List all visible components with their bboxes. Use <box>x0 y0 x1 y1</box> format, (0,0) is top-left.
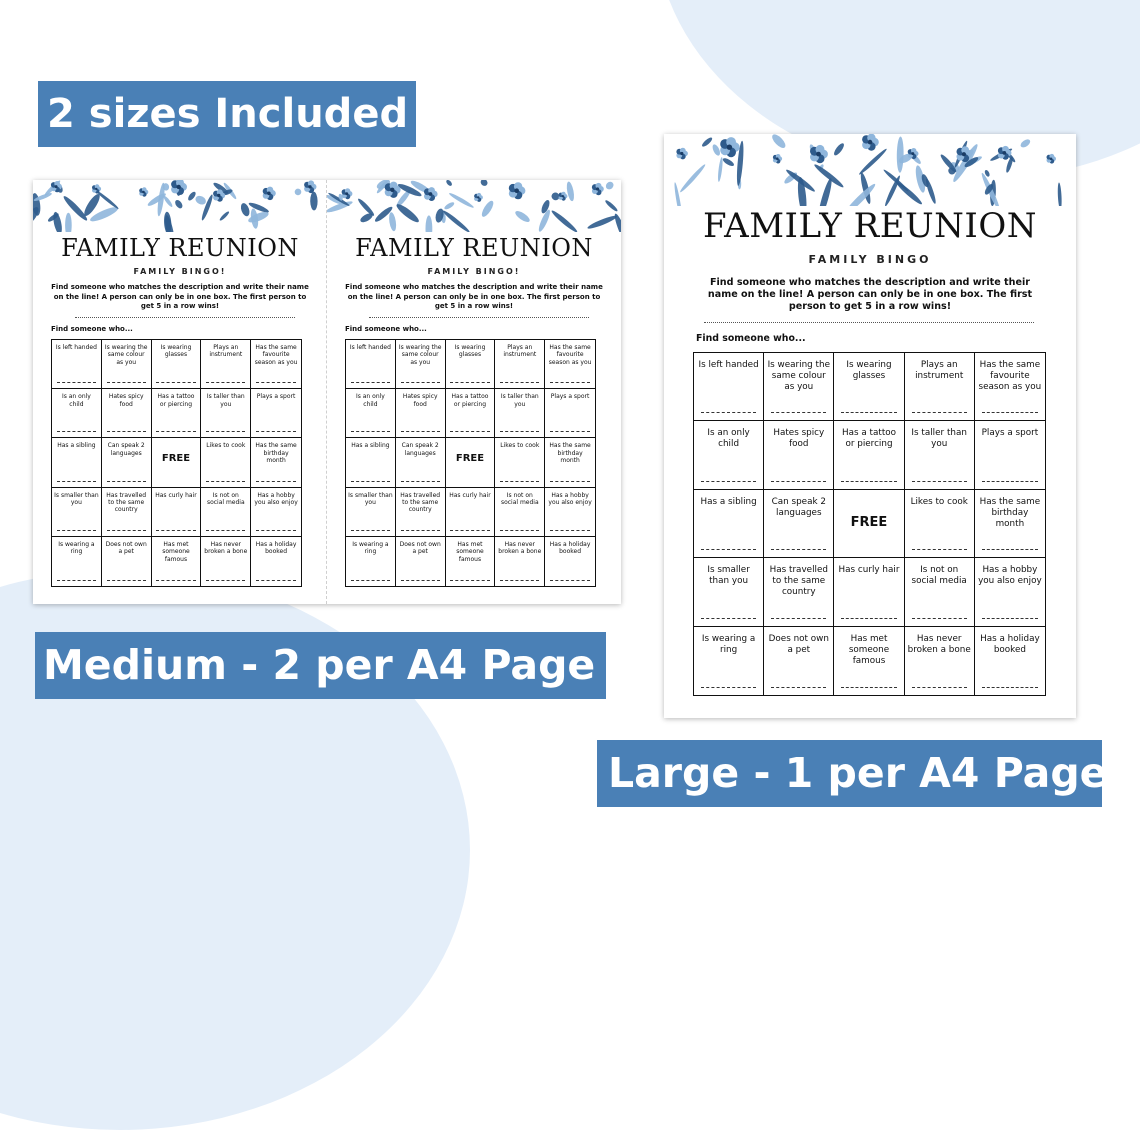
bingo-cell <box>495 340 545 389</box>
bingo-cell <box>251 488 301 537</box>
name-line <box>982 549 1038 550</box>
name-line <box>256 580 296 581</box>
name-line <box>351 481 390 482</box>
bingo-cell <box>52 340 102 389</box>
name-line <box>57 481 96 482</box>
bingo-cell-text: Is an only child <box>355 393 385 408</box>
card-subtitle: FAMILY BINGO! <box>427 267 521 276</box>
name-line <box>401 431 440 432</box>
bingo-cell-text: Is smaller than you <box>348 491 393 506</box>
bingo-cell <box>52 389 102 438</box>
bingo-cell <box>102 389 152 438</box>
bingo-cell <box>152 537 202 586</box>
bingo-cell-text: Is not on social media <box>500 491 539 506</box>
bingo-cell <box>975 558 1045 626</box>
name-line <box>771 618 826 619</box>
bingo-cell <box>346 389 396 438</box>
card-subtitle: FAMILY BINGO! <box>133 267 227 276</box>
bingo-cell <box>545 340 595 389</box>
bingo-cell-text: Has a holiday booked <box>980 633 1040 655</box>
name-line <box>841 687 896 688</box>
name-line <box>550 431 590 432</box>
name-line <box>982 618 1038 619</box>
name-line <box>450 530 489 531</box>
bingo-cell-text: Has a hobby you also enjoy <box>254 491 298 506</box>
name-line <box>156 580 195 581</box>
bingo-cell-text: Is wearing the same colour as you <box>767 360 830 392</box>
name-line <box>256 382 296 383</box>
bingo-cell-text: Has travelled to the same country <box>106 491 147 514</box>
card-title: FAMILY REUNION <box>703 206 1037 246</box>
bingo-cell-text: Is left handed <box>55 344 97 351</box>
floral-header-icon <box>33 180 327 232</box>
bingo-cell-text: Is taller than you <box>500 393 539 408</box>
bingo-cell <box>446 340 496 389</box>
bingo-cell-text: Is wearing a ring <box>58 540 95 556</box>
bingo-cell <box>446 438 496 487</box>
bingo-cell <box>905 353 975 421</box>
bingo-card-large <box>664 134 1076 718</box>
bingo-cell-text: Hates spicy food <box>108 393 144 408</box>
name-line <box>401 481 440 482</box>
bingo-cell <box>446 488 496 537</box>
bingo-cell-text: Is taller than you <box>911 428 967 450</box>
bingo-cell-text: Likes to cook <box>206 442 246 450</box>
card-instructions: Find someone who matches the description and write their name on the line! A person can only be in one box. The first person to get 5 in a row wins! <box>707 277 1033 313</box>
name-line <box>57 382 96 383</box>
name-line <box>351 580 390 581</box>
name-line <box>701 481 756 482</box>
name-line <box>107 580 146 581</box>
bingo-cell <box>446 537 496 586</box>
name-line <box>550 580 590 581</box>
bingo-cell <box>495 438 545 487</box>
sizes-banner: 2 sizes Included <box>38 81 416 147</box>
medium-sheet-preview <box>33 180 621 604</box>
bingo-cell-text: Has curly hair <box>449 491 491 499</box>
bingo-cell <box>251 389 301 438</box>
name-line <box>107 481 146 482</box>
bingo-cell <box>251 340 301 389</box>
name-line <box>450 580 489 581</box>
name-line <box>841 481 896 482</box>
bingo-cell-text: Does not own a pet <box>399 540 441 556</box>
medium-size-banner: Medium - 2 per A4 Page <box>35 632 606 699</box>
name-line <box>57 580 96 581</box>
bingo-cell <box>545 438 595 487</box>
bingo-cell <box>152 340 202 389</box>
bingo-cell-text: Has a holiday booked <box>549 540 591 556</box>
large-sheet-preview <box>664 134 1076 718</box>
bingo-grid <box>345 339 596 587</box>
bingo-cell-text: Has the same favourite season as you <box>548 344 592 366</box>
bingo-cell-text: Has curly hair <box>155 491 197 499</box>
bingo-cell <box>201 438 251 487</box>
bingo-cell <box>694 558 764 626</box>
bingo-cell-text: Has travelled to the same country <box>769 565 828 598</box>
bingo-cell-text: Plays an instrument <box>209 344 243 359</box>
bingo-cell-text: Is an only child <box>707 428 750 450</box>
bingo-cell <box>975 421 1045 489</box>
bingo-cell-text: Is not on social media <box>206 491 245 506</box>
name-line <box>206 481 245 482</box>
bingo-cell <box>102 438 152 487</box>
cut-line <box>326 180 328 604</box>
bingo-cell <box>975 490 1045 558</box>
bingo-cell <box>694 627 764 695</box>
bingo-cell-text: Has a tattoo or piercing <box>841 428 897 450</box>
bingo-cell <box>694 421 764 489</box>
bingo-cell-text: Likes to cook <box>910 496 968 507</box>
name-line <box>771 687 826 688</box>
bingo-cell-text: Has travelled to the same country <box>400 491 441 514</box>
bingo-cell <box>694 353 764 421</box>
bingo-cell-text: Has a sibling <box>700 496 757 507</box>
bingo-cell-text: Does not own a pet <box>105 540 147 556</box>
bingo-cell <box>764 490 834 558</box>
bingo-cell <box>152 389 202 438</box>
name-line <box>912 481 967 482</box>
bingo-cell <box>764 353 834 421</box>
bingo-cell-text: Has the same favourite season as you <box>978 360 1042 392</box>
bingo-cell-text: Has the same birthday month <box>979 496 1041 529</box>
bingo-cell <box>905 421 975 489</box>
bingo-cell-text: Plays a sport <box>981 428 1039 439</box>
name-line <box>912 618 967 619</box>
name-line <box>401 530 440 531</box>
name-line <box>351 382 390 383</box>
bingo-cell <box>834 490 904 558</box>
name-line <box>450 382 489 383</box>
name-line <box>500 481 539 482</box>
bingo-grid <box>51 339 302 587</box>
name-line <box>701 687 756 688</box>
name-line <box>912 549 967 550</box>
name-line <box>912 687 967 688</box>
bingo-cell-text: Has the same favourite season as you <box>254 344 298 366</box>
bingo-cell-text: Has a tattoo or piercing <box>157 393 195 408</box>
bingo-cell-text: Is taller than you <box>206 393 245 408</box>
bingo-cell <box>152 488 202 537</box>
bingo-cell <box>52 488 102 537</box>
bingo-cell <box>52 438 102 487</box>
name-line <box>841 412 896 413</box>
find-label: Find someone who... <box>696 333 806 344</box>
bingo-cell-text: Likes to cook <box>500 442 540 450</box>
card-title: FAMILY REUNION <box>61 234 299 262</box>
bingo-cell-text: FREE <box>455 453 485 465</box>
name-line <box>982 412 1038 413</box>
name-line <box>550 382 590 383</box>
name-line <box>701 549 756 550</box>
bingo-cell <box>201 537 251 586</box>
bingo-cell-text: Has met someone famous <box>848 633 890 666</box>
bingo-cell-text: Is smaller than you <box>54 491 99 506</box>
bingo-cell-text: Is wearing a ring <box>352 540 389 556</box>
dotted-divider <box>704 322 1034 323</box>
bingo-cell-text: Is left handed <box>698 360 759 370</box>
bingo-cell <box>251 537 301 586</box>
name-line <box>156 382 195 383</box>
bingo-cell <box>346 488 396 537</box>
dotted-divider <box>369 317 589 318</box>
bingo-cell-text: Can speak 2 languages <box>401 442 439 457</box>
bingo-cell-text: Is wearing glasses <box>846 360 892 381</box>
bingo-cell <box>396 340 446 389</box>
bingo-cell <box>545 537 595 586</box>
bingo-cell-text: Plays an instrument <box>915 360 964 381</box>
name-line <box>771 481 826 482</box>
bingo-cell <box>834 421 904 489</box>
name-line <box>351 530 390 531</box>
bingo-cell-text: Is smaller than you <box>707 565 750 587</box>
card-instructions: Find someone who matches the description and write their name on the line! A person can only be in one box. The first person to get 5 in a row wins! <box>345 283 603 310</box>
bingo-cell <box>905 627 975 695</box>
bingo-cell <box>396 438 446 487</box>
card-instructions: Find someone who matches the description and write their name on the line! A person can only be in one box. The first person to get 5 in a row wins! <box>51 283 309 310</box>
name-line <box>107 431 146 432</box>
bingo-cell-text: Plays an instrument <box>503 344 537 359</box>
bingo-cell-text: Has curly hair <box>838 565 900 576</box>
bingo-cell <box>694 490 764 558</box>
name-line <box>256 530 296 531</box>
bingo-cell-text: Has never broken a bone <box>498 540 542 556</box>
name-line <box>256 481 296 482</box>
bingo-cell <box>346 537 396 586</box>
name-line <box>500 431 539 432</box>
name-line <box>206 382 245 383</box>
bingo-cell <box>495 537 545 586</box>
name-line <box>701 618 756 619</box>
bingo-cell <box>346 340 396 389</box>
card-title: FAMILY REUNION <box>355 234 593 262</box>
name-line <box>206 431 245 432</box>
bingo-cell-text: Can speak 2 languages <box>107 442 145 457</box>
bingo-cell-text: Is not on social media <box>911 565 967 587</box>
name-line <box>107 382 146 383</box>
name-line <box>982 481 1038 482</box>
bingo-cell <box>201 389 251 438</box>
bingo-cell <box>201 488 251 537</box>
name-line <box>841 618 896 619</box>
bingo-cell <box>834 558 904 626</box>
name-line <box>206 580 245 581</box>
bingo-cell <box>396 488 446 537</box>
card-subtitle: FAMILY BINGO <box>808 253 932 266</box>
bingo-card-medium-left <box>33 180 327 604</box>
bingo-cell <box>975 627 1045 695</box>
bingo-cell <box>834 353 904 421</box>
dotted-divider <box>75 317 295 318</box>
bingo-cell <box>52 537 102 586</box>
name-line <box>550 481 590 482</box>
name-line <box>351 431 390 432</box>
bingo-cell <box>152 438 202 487</box>
bingo-cell-text: Has met someone famous <box>162 540 190 563</box>
bingo-cell <box>446 389 496 438</box>
bingo-cell-text: Hates spicy food <box>402 393 438 408</box>
bingo-cell-text: Hates spicy food <box>773 428 825 450</box>
bingo-cell <box>764 421 834 489</box>
bingo-cell <box>905 558 975 626</box>
bingo-cell <box>102 537 152 586</box>
bingo-cell-text: Is wearing the same colour as you <box>104 344 148 366</box>
bingo-cell <box>905 490 975 558</box>
name-line <box>500 580 539 581</box>
bingo-cell-text: Has a hobby you also enjoy <box>548 491 592 506</box>
name-line <box>912 412 967 413</box>
bingo-cell-text: Is wearing glasses <box>454 344 486 359</box>
bingo-cell-text: Does not own a pet <box>768 633 829 655</box>
bingo-cell-text: Has a sibling <box>351 442 390 450</box>
bingo-cell <box>102 488 152 537</box>
bingo-cell-text: Is left handed <box>349 344 391 351</box>
bingo-cell <box>495 488 545 537</box>
bingo-card-medium-right <box>327 180 621 604</box>
bingo-cell-text: Plays a sport <box>256 393 296 401</box>
bingo-cell-text: Has never broken a bone <box>907 633 971 655</box>
bingo-cell <box>396 389 446 438</box>
name-line <box>206 530 245 531</box>
name-line <box>771 412 826 413</box>
bingo-cell-text: Is wearing glasses <box>160 344 192 359</box>
bingo-cell <box>102 340 152 389</box>
name-line <box>450 431 489 432</box>
bingo-cell <box>764 558 834 626</box>
bingo-cell-text: FREE <box>161 453 191 465</box>
bingo-cell-text: Has never broken a bone <box>204 540 248 556</box>
name-line <box>401 382 440 383</box>
bingo-cell <box>396 537 446 586</box>
bingo-cell <box>495 389 545 438</box>
floral-header-icon <box>327 180 621 232</box>
name-line <box>982 687 1038 688</box>
bingo-cell-text: Has a sibling <box>57 442 96 450</box>
bingo-cell <box>834 627 904 695</box>
bingo-cell-text: FREE <box>850 514 888 530</box>
bingo-cell-text: Has a tattoo or piercing <box>451 393 489 408</box>
find-label: Find someone who... <box>51 325 133 333</box>
name-line <box>156 431 195 432</box>
bingo-cell <box>201 340 251 389</box>
bingo-cell <box>764 627 834 695</box>
bingo-cell-text: Is wearing a ring <box>701 633 756 655</box>
bingo-cell-text: Has met someone famous <box>456 540 484 563</box>
bingo-cell-text: Has a hobby you also enjoy <box>978 565 1042 587</box>
name-line <box>701 412 756 413</box>
name-line <box>771 549 826 550</box>
name-line <box>256 431 296 432</box>
floral-header-icon <box>664 134 1076 206</box>
bingo-cell-text: Has the same birthday month <box>255 442 297 465</box>
bingo-cell-text: Has the same birthday month <box>549 442 591 465</box>
name-line <box>156 530 195 531</box>
bingo-cell <box>545 488 595 537</box>
bingo-cell-text: Can speak 2 languages <box>771 496 826 518</box>
name-line <box>500 530 539 531</box>
name-line <box>550 530 590 531</box>
bingo-cell <box>975 353 1045 421</box>
bingo-cell <box>346 438 396 487</box>
bingo-grid <box>693 352 1046 696</box>
name-line <box>57 431 96 432</box>
large-size-banner: Large - 1 per A4 Page <box>597 740 1102 807</box>
bingo-cell <box>251 438 301 487</box>
bingo-cell-text: Has a holiday booked <box>255 540 297 556</box>
name-line <box>57 530 96 531</box>
find-label: Find someone who... <box>345 325 427 333</box>
bingo-cell-text: Plays a sport <box>550 393 590 401</box>
bingo-cell-text: Is wearing the same colour as you <box>398 344 442 366</box>
bingo-cell-text: Is an only child <box>61 393 91 408</box>
name-line <box>401 580 440 581</box>
bingo-cell <box>545 389 595 438</box>
name-line <box>107 530 146 531</box>
name-line <box>500 382 539 383</box>
